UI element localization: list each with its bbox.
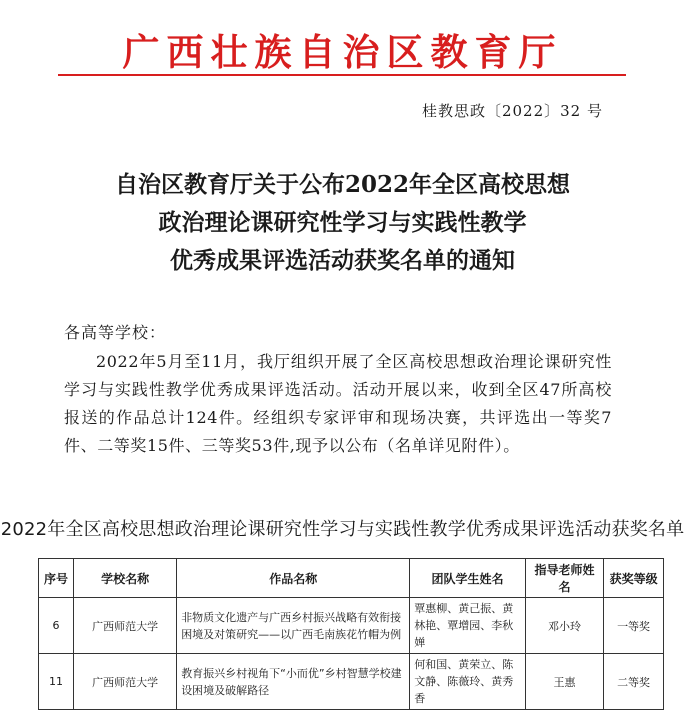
award-list-title: 2022年全区高校思想政治理论课研究性学习与实践性教学优秀成果评选活动获奖名单 xyxy=(0,519,685,540)
notice-title xyxy=(0,166,685,280)
cell-project: 教育振兴乡村视角下“小而优”乡村智慧学校建设困境及破解路径 xyxy=(177,654,410,710)
table-header-row xyxy=(39,559,664,598)
header-serial: 序号 xyxy=(39,559,74,598)
header-project: 作品名称 xyxy=(177,559,410,598)
notice-title-line: 政治理论课研究性学习与实践性教学 xyxy=(158,209,527,236)
header-teacher: 指导老师姓名 xyxy=(525,559,603,598)
cell-serial: 11 xyxy=(39,654,74,710)
header-award-level: 获奖等级 xyxy=(604,559,664,598)
cell-serial: 6 xyxy=(39,598,74,654)
issuing-authority-title: 广西壮族自治区教育厅 xyxy=(122,30,563,74)
document-number: 桂教思政〔2022〕32 号 xyxy=(421,102,603,120)
table-row xyxy=(39,654,664,710)
header-team: 团队学生姓名 xyxy=(410,559,526,598)
cell-school: 广西师范大学 xyxy=(74,654,177,710)
notice-title-line: 优秀成果评选活动获奖名单的通知 xyxy=(170,247,515,274)
notice-title-line: 自治区教育厅关于公布2022年全区高校思想 xyxy=(114,171,570,198)
cell-project: 非物质文化遗产与广西乡村振兴战略有效衔接困境及对策研究——以广西毛南族花竹帽为例 xyxy=(177,598,410,654)
cell-teacher: 王惠 xyxy=(525,654,603,710)
cell-award-level: 二等奖 xyxy=(604,654,664,710)
cell-team: 何和国、黄荣立、陈文静、陈薇玲、黄秀香 xyxy=(410,654,526,710)
body-paragraph: 2022年5月至11月，我厅组织开展了全区高校思想政治理论课研究性学习与实践性教学优秀成果评选活动。活动开展以来，收到全区47所高校报送的作品总计124件。经组织专家评审和现场决赛，共评选出一等奖7件、二等奖15件、三等奖53件,现予以公布（名单详见附件）。 xyxy=(64,352,612,455)
cell-school: 广西师范大学 xyxy=(74,598,177,654)
table-row xyxy=(39,598,664,654)
award-table xyxy=(38,558,664,710)
notice-body xyxy=(64,348,612,460)
cell-award-level: 一等奖 xyxy=(604,598,664,654)
header-school: 学校名称 xyxy=(74,559,177,598)
cell-teacher: 邓小玲 xyxy=(525,598,603,654)
header-red-rule xyxy=(58,74,626,76)
salutation: 各高等学校： xyxy=(64,323,167,342)
cell-team: 覃惠柳、黄己振、黄林艳、覃增园、李秋婵 xyxy=(410,598,526,654)
